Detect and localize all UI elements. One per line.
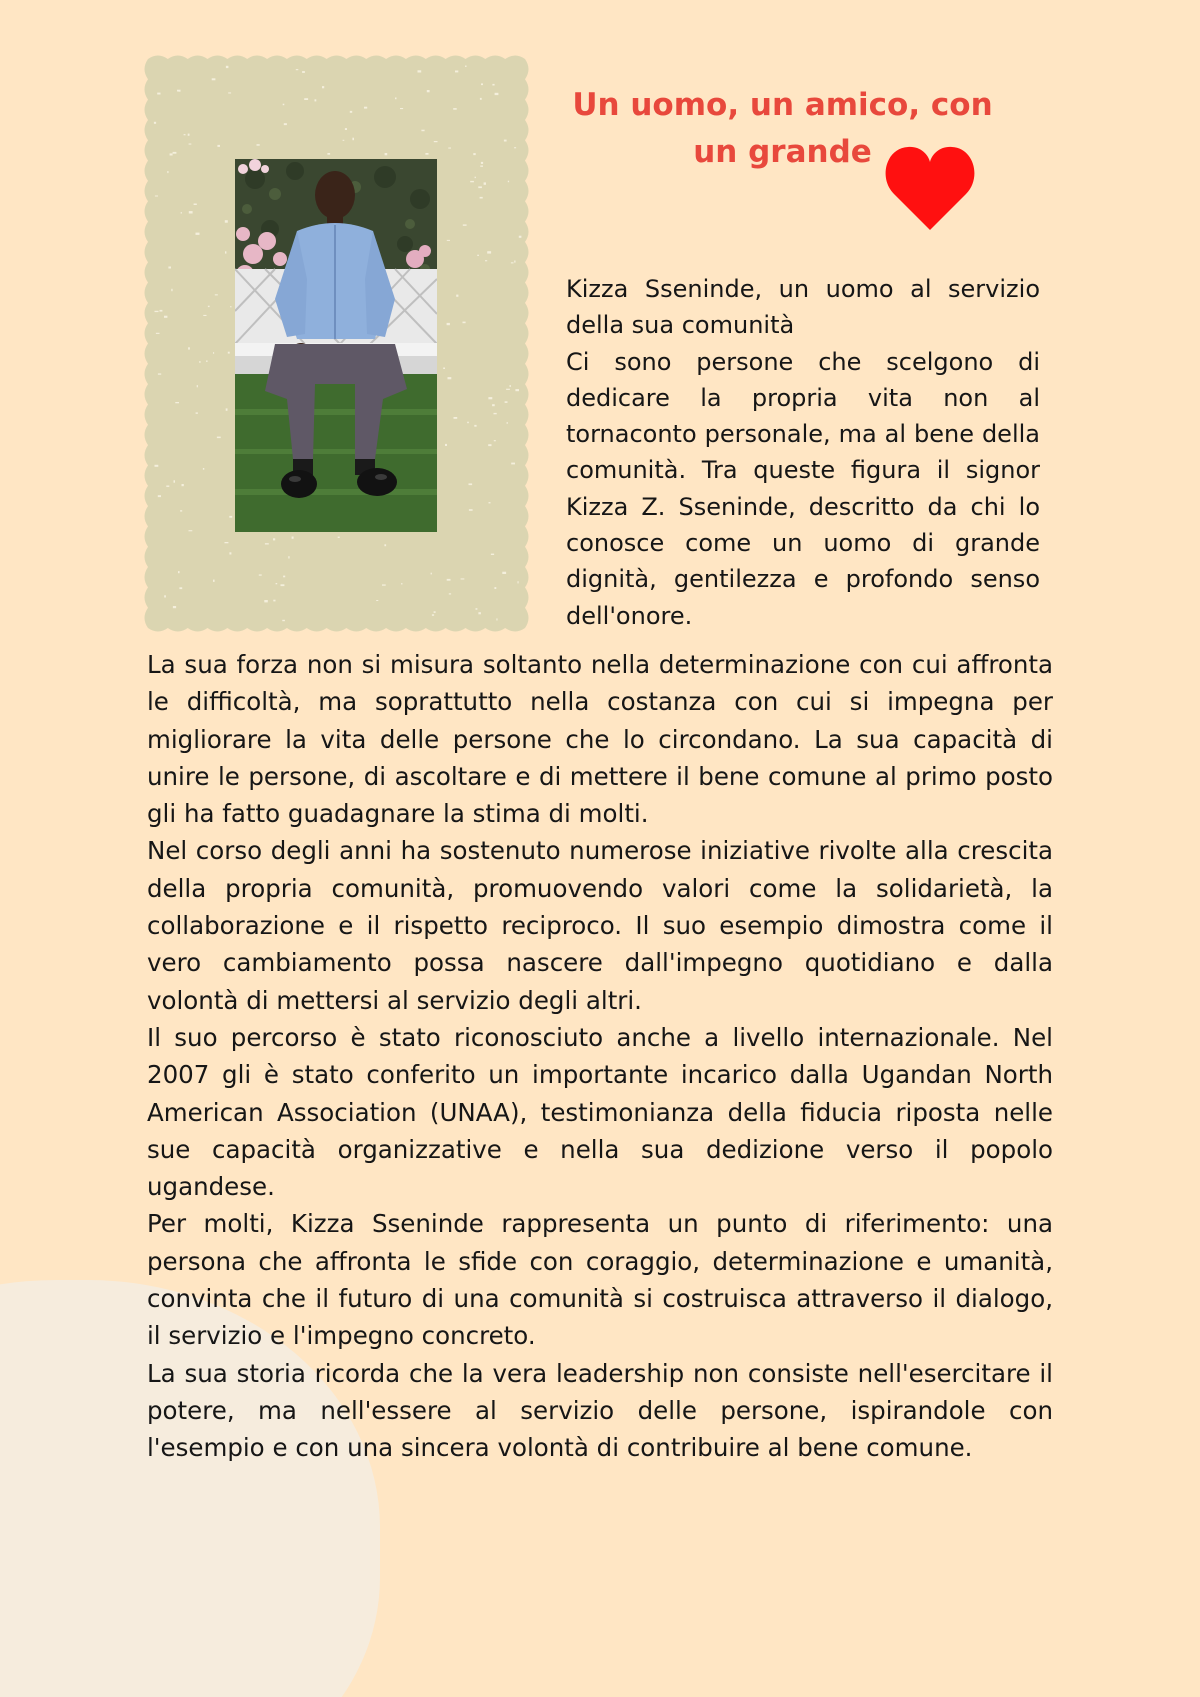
stamp-speckle xyxy=(179,587,182,589)
stamp-speckle xyxy=(194,204,197,206)
stamp-speckle xyxy=(197,385,198,387)
intro-paragraph: Ci sono persone che scelgono di dedicare la propria vita non al tornaconto personale, ma al bene della comunità. Tra queste figura il signor Kizza Z. Sseninde, descritto da chi lo conosce come un uomo di grande dignità, gentilezza e profondo senso dell'onore. xyxy=(566,347,1040,630)
stamp-speckle xyxy=(418,70,422,72)
stamp-speckle xyxy=(504,140,507,142)
stamp-speckle xyxy=(463,224,467,225)
stamp-speckle xyxy=(225,542,229,543)
stamp-speckle xyxy=(434,611,436,613)
stamp-speckle xyxy=(465,66,466,68)
stamp-speckle xyxy=(215,294,218,295)
stamp-speckle xyxy=(456,295,458,297)
stamp-speckle xyxy=(505,401,508,403)
stamp-speckle xyxy=(454,417,458,419)
stamp-speckle xyxy=(226,66,229,68)
stamp-speckle xyxy=(384,544,386,546)
stamp-speckle xyxy=(364,107,367,109)
intro-text xyxy=(566,271,1040,634)
stamp-speckle xyxy=(181,212,182,214)
body-paragraph: Nel corso degli anni ha sostenuto numerose iniziative rivolte alla crescita della propria comunità, promuovendo valori come la solidarietà, la collaborazione e il rispetto reciproco. Il suo esempio dimostra come il vero cambiamento possa nascere dall'impegno quotidiano e dalla volontà di mettersi al servizio degli altri. xyxy=(147,836,1053,1015)
stamp-speckle xyxy=(228,92,231,93)
stamp-speckle xyxy=(494,587,496,589)
stamp-speckle xyxy=(495,93,499,95)
stamp-speckle xyxy=(469,483,473,485)
stamp-speckle xyxy=(257,144,260,146)
stamp-speckle xyxy=(188,134,190,136)
stamp-speckle xyxy=(217,145,220,147)
stamp-speckle xyxy=(173,152,177,154)
stamp-speckle xyxy=(449,593,451,594)
stamp-speckle xyxy=(322,86,324,88)
stamp-speckle xyxy=(514,147,516,148)
stamp-speckle xyxy=(160,310,163,312)
stamp-speckle xyxy=(455,71,458,73)
stamp-speckle xyxy=(288,556,289,558)
stamp-speckle xyxy=(488,444,491,446)
stamp-speckle xyxy=(515,389,519,391)
stamp-speckle xyxy=(283,576,285,578)
stamp-speckle xyxy=(425,153,428,155)
stamp-speckle xyxy=(506,389,510,390)
stamp-speckle xyxy=(508,181,509,183)
stamp-speckle xyxy=(447,579,451,581)
stamp-speckle xyxy=(338,537,340,538)
stamp-speckle xyxy=(514,261,515,263)
stamp-speckle xyxy=(487,251,491,253)
stamp-speckle xyxy=(196,233,200,235)
stamp-speckle xyxy=(518,581,519,583)
stamp-speckle xyxy=(283,104,285,106)
stamp-speckle xyxy=(485,260,487,261)
stamp-speckle xyxy=(434,141,438,142)
stamp-speckle xyxy=(507,422,508,424)
stamp-speckle xyxy=(304,98,308,100)
stamp-speckle xyxy=(179,90,181,92)
stamp-speckle xyxy=(480,98,482,100)
stamp-speckle xyxy=(180,510,182,511)
stamp-speckle xyxy=(350,111,352,113)
stamp-speckle xyxy=(401,583,402,585)
stamp-speckle xyxy=(470,181,474,182)
stamp-speckle xyxy=(171,289,172,291)
stamp-speckle xyxy=(273,600,275,602)
stamp-speckle xyxy=(376,600,378,601)
stamp-speckle xyxy=(188,347,190,349)
stamp-speckle xyxy=(156,333,160,334)
stamp-speckle xyxy=(480,197,483,199)
heart-icon xyxy=(884,144,976,232)
stamp-speckle xyxy=(478,612,481,614)
stamp-speckle xyxy=(474,425,476,427)
stamp-speckle xyxy=(203,315,206,316)
stamp-speckle xyxy=(519,236,522,238)
stamp-speckle xyxy=(477,255,479,256)
stamp-speckle xyxy=(478,186,482,188)
stamp-speckle xyxy=(494,413,497,414)
stamp-speckle xyxy=(189,530,193,531)
stamp-speckle xyxy=(492,404,495,406)
stamp-speckle xyxy=(343,140,345,141)
stamp-speckle xyxy=(481,162,483,164)
stamp-speckle xyxy=(155,311,159,312)
stamp-speckle xyxy=(208,306,210,307)
stamp-speckle xyxy=(447,323,450,325)
stamp-speckle xyxy=(463,322,466,324)
stamp-speckle xyxy=(461,578,465,579)
stamp-speckle xyxy=(226,408,228,410)
stamp-speckle xyxy=(265,543,269,544)
stamp-speckle xyxy=(259,574,262,575)
stamp-speckle xyxy=(476,608,478,610)
stamp-speckle xyxy=(196,412,198,413)
stamp-speckle xyxy=(273,538,275,540)
stamp-speckle xyxy=(199,361,200,363)
stamp-speckle xyxy=(189,211,193,213)
stamp-speckle xyxy=(427,90,430,92)
stamp-speckle xyxy=(489,502,491,503)
stamp-speckle xyxy=(382,584,386,585)
stamp-speckle xyxy=(352,138,354,141)
stamp-speckle xyxy=(157,93,160,95)
stamp-speckle xyxy=(206,360,207,362)
stamp-speckle xyxy=(494,440,496,441)
body-paragraph: La sua storia ricorda che la vera leadership non consiste nell'esercitare il potere, ma nell'essere al servizio delle persone, ispirandole con l'esempio e con una sincera volontà di contribuire al bene comune. xyxy=(147,1358,1053,1463)
stamp-speckle xyxy=(167,171,168,173)
stamp-speckle xyxy=(230,306,231,307)
stamp-speckle xyxy=(510,385,511,387)
stamp-speckle xyxy=(189,144,192,145)
stamp-speckle xyxy=(302,71,305,73)
stamp-speckle xyxy=(475,177,476,178)
stamp-speckle xyxy=(431,573,432,575)
stamp-speckle xyxy=(166,486,169,487)
stamp-speckle xyxy=(264,600,268,602)
stamp-speckle xyxy=(292,537,294,539)
man-sitting-on-bench-image xyxy=(235,159,437,532)
stamp-speckle xyxy=(481,83,483,85)
stamp-speckle xyxy=(281,584,285,586)
stamp-speckle xyxy=(296,69,299,70)
stamp-speckle xyxy=(175,402,179,403)
stamp-speckle xyxy=(276,583,278,584)
body-paragraph: Il suo percorso è stato riconosciuto anche a livello internazionale. Nel 2007 gli è stato conferito un importante incarico dalla Ugandan North American Association (UNAA), testimonianza della fiducia riposta nelle sue capacità organizzative e nella sua dedizione verso il popolo ugandese. xyxy=(147,1022,1053,1202)
stamp-speckle xyxy=(168,267,171,269)
stamp-speckle xyxy=(225,251,226,253)
stamp-speckle xyxy=(385,153,388,155)
stamp-speckle xyxy=(170,153,173,155)
intro-paragraph: Kizza Sseninde, un uomo al servizio della sua comunità xyxy=(566,275,1040,340)
stamp-speckle xyxy=(225,220,228,223)
title-line-2: un grande xyxy=(693,134,872,170)
stamp-speckle xyxy=(467,422,469,424)
body-paragraph: Per molti, Kizza Sseninde rappresenta un punto di riferimento: una persona che affronta le sfide con coraggio, determinazione e umanità, convinta che il futuro di una comunità si costruisca attraverso il dialogo, il servizio e l'impegno concreto. xyxy=(147,1209,1053,1351)
stamp-speckle xyxy=(164,316,167,318)
stamp-speckle xyxy=(502,572,506,574)
stamp-speckle xyxy=(400,108,403,109)
stamp-speckle xyxy=(174,480,176,482)
stamp-speckle xyxy=(217,437,221,439)
stamp-speckle xyxy=(453,108,457,110)
stamp-speckle xyxy=(228,352,230,354)
postage-stamp-frame xyxy=(141,52,532,635)
stamp-speckle xyxy=(282,620,285,621)
portrait-photo xyxy=(235,159,437,532)
stamp-speckle xyxy=(212,78,216,80)
stamp-speckle xyxy=(469,509,473,511)
stamp-speckle xyxy=(155,465,159,467)
stamp-speckle xyxy=(213,580,215,582)
stamp-speckle xyxy=(155,196,158,197)
stamp-speckle xyxy=(491,554,494,555)
body-text xyxy=(147,646,1053,1467)
stamp-speckle xyxy=(213,352,214,354)
stamp-speckle xyxy=(473,153,475,155)
stamp-speckle xyxy=(158,373,161,374)
title-line-1: Un uomo, un amico, con xyxy=(572,87,993,123)
stamp-speckle xyxy=(229,552,231,554)
stamp-speckle xyxy=(327,153,330,155)
stamp-speckle xyxy=(182,484,184,486)
stamp-speckle xyxy=(511,262,514,263)
stamp-speckle xyxy=(484,182,486,184)
stamp-speckle xyxy=(164,595,166,597)
stamp-speckle xyxy=(173,606,176,608)
stamp-speckle xyxy=(184,134,186,135)
stamp-speckle xyxy=(496,618,497,620)
stamp-speckle xyxy=(447,240,450,241)
stamp-speckle xyxy=(511,463,515,465)
stamp-speckle xyxy=(158,495,161,497)
body-paragraph: La sua forza non si misura soltanto nella determinazione con cui affronta le difficoltà, ma soprattutto nella costanza con cui si impegna per migliorare la vita delle persone che lo circondano. La sua capacità di unire le persone, di ascoltare e di mettere il bene comune al primo posto gli ha fatto guadagnare la stima di molti. xyxy=(147,650,1053,829)
stamp-speckle xyxy=(284,123,287,125)
stamp-speckle xyxy=(448,148,451,149)
stamp-speckle xyxy=(421,130,424,132)
stamp-speckle xyxy=(178,571,180,573)
stamp-speckle xyxy=(445,444,447,446)
stamp-speckle xyxy=(395,98,397,100)
stamp-speckle xyxy=(492,84,494,86)
stamp-speckle xyxy=(345,128,347,130)
stamp-speckle xyxy=(488,397,492,399)
stamp-speckle xyxy=(203,468,204,470)
stamp-speckle xyxy=(443,368,445,370)
stamp-speckle xyxy=(448,377,452,379)
stamp-speckle xyxy=(480,166,483,167)
stamp-speckle xyxy=(315,99,317,101)
stamp-speckle xyxy=(229,516,232,518)
stamp-speckle xyxy=(154,122,156,124)
stamp-speckle xyxy=(432,614,434,616)
